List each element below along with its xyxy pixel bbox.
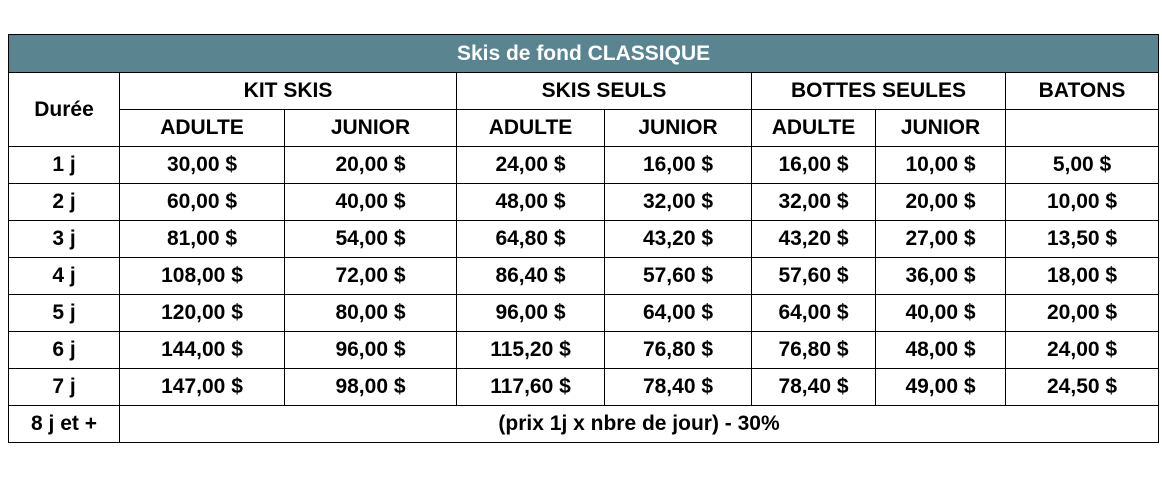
price-table-body [9, 35, 1159, 443]
table-row [9, 369, 1159, 406]
price-cell: 72,00 $ [285, 258, 457, 295]
footer-duration-cell: 8 j et + [9, 406, 120, 443]
price-table [8, 34, 1159, 443]
table-row [9, 332, 1159, 369]
price-cell: 57,60 $ [752, 258, 876, 295]
price-cell: 78,40 $ [605, 369, 752, 406]
sub-header-cell: ADULTE [752, 110, 876, 147]
group-header-batons: BATONS [1006, 73, 1159, 110]
price-cell: 81,00 $ [120, 221, 285, 258]
price-cell: 117,60 $ [457, 369, 605, 406]
table-row [9, 295, 1159, 332]
sub-header-cell: JUNIOR [605, 110, 752, 147]
price-cell: 16,00 $ [605, 147, 752, 184]
price-cell: 54,00 $ [285, 221, 457, 258]
price-cell: 147,00 $ [120, 369, 285, 406]
table-row [9, 147, 1159, 184]
price-cell: 76,80 $ [605, 332, 752, 369]
table-row [9, 221, 1159, 258]
price-cell: 78,40 $ [752, 369, 876, 406]
price-cell: 108,00 $ [120, 258, 285, 295]
price-cell: 36,00 $ [876, 258, 1006, 295]
price-cell: 96,00 $ [285, 332, 457, 369]
group-header-bottes-seules: BOTTES SEULES [752, 73, 1006, 110]
sub-header-cell: ADULTE [457, 110, 605, 147]
price-cell: 16,00 $ [752, 147, 876, 184]
duration-cell: 5 j [9, 295, 120, 332]
price-cell: 57,60 $ [605, 258, 752, 295]
duration-cell: 2 j [9, 184, 120, 221]
price-cell: 49,00 $ [876, 369, 1006, 406]
table-row [9, 184, 1159, 221]
price-cell: 43,20 $ [752, 221, 876, 258]
price-cell: 30,00 $ [120, 147, 285, 184]
price-cell: 10,00 $ [1006, 184, 1159, 221]
sub-header-row [9, 110, 1159, 147]
duration-cell: 1 j [9, 147, 120, 184]
table-title: Skis de fond CLASSIQUE [9, 35, 1159, 73]
price-cell: 64,00 $ [605, 295, 752, 332]
price-cell: 60,00 $ [120, 184, 285, 221]
sub-header-cell: ADULTE [120, 110, 285, 147]
price-cell: 48,00 $ [876, 332, 1006, 369]
price-cell: 20,00 $ [285, 147, 457, 184]
sub-header-cell [1006, 110, 1159, 147]
title-row [9, 35, 1159, 73]
table-row [9, 258, 1159, 295]
price-cell: 144,00 $ [120, 332, 285, 369]
group-header-row [9, 73, 1159, 110]
sub-header-cell: JUNIOR [285, 110, 457, 147]
price-cell: 24,00 $ [1006, 332, 1159, 369]
duration-cell: 4 j [9, 258, 120, 295]
duration-cell: 7 j [9, 369, 120, 406]
price-cell: 96,00 $ [457, 295, 605, 332]
price-cell: 5,00 $ [1006, 147, 1159, 184]
price-cell: 10,00 $ [876, 147, 1006, 184]
price-cell: 40,00 $ [285, 184, 457, 221]
price-cell: 86,40 $ [457, 258, 605, 295]
price-cell: 98,00 $ [285, 369, 457, 406]
group-header-skis-seuls: SKIS SEULS [457, 73, 752, 110]
price-cell: 64,00 $ [752, 295, 876, 332]
price-cell: 24,00 $ [457, 147, 605, 184]
price-cell: 32,00 $ [752, 184, 876, 221]
duration-cell: 6 j [9, 332, 120, 369]
price-cell: 18,00 $ [1006, 258, 1159, 295]
price-cell: 115,20 $ [457, 332, 605, 369]
price-cell: 80,00 $ [285, 295, 457, 332]
price-cell: 20,00 $ [1006, 295, 1159, 332]
price-cell: 120,00 $ [120, 295, 285, 332]
duration-header: Durée [9, 73, 120, 147]
price-cell: 64,80 $ [457, 221, 605, 258]
footer-row [9, 406, 1159, 443]
footer-note: (prix 1j x nbre de jour) - 30% [120, 406, 1159, 443]
sub-header-cell: JUNIOR [876, 110, 1006, 147]
price-cell: 24,50 $ [1006, 369, 1159, 406]
price-cell: 27,00 $ [876, 221, 1006, 258]
price-cell: 43,20 $ [605, 221, 752, 258]
price-cell: 48,00 $ [457, 184, 605, 221]
price-cell: 40,00 $ [876, 295, 1006, 332]
group-header-kit-skis: KIT SKIS [120, 73, 457, 110]
price-cell: 32,00 $ [605, 184, 752, 221]
price-cell: 13,50 $ [1006, 221, 1159, 258]
price-cell: 76,80 $ [752, 332, 876, 369]
price-cell: 20,00 $ [876, 184, 1006, 221]
duration-cell: 3 j [9, 221, 120, 258]
